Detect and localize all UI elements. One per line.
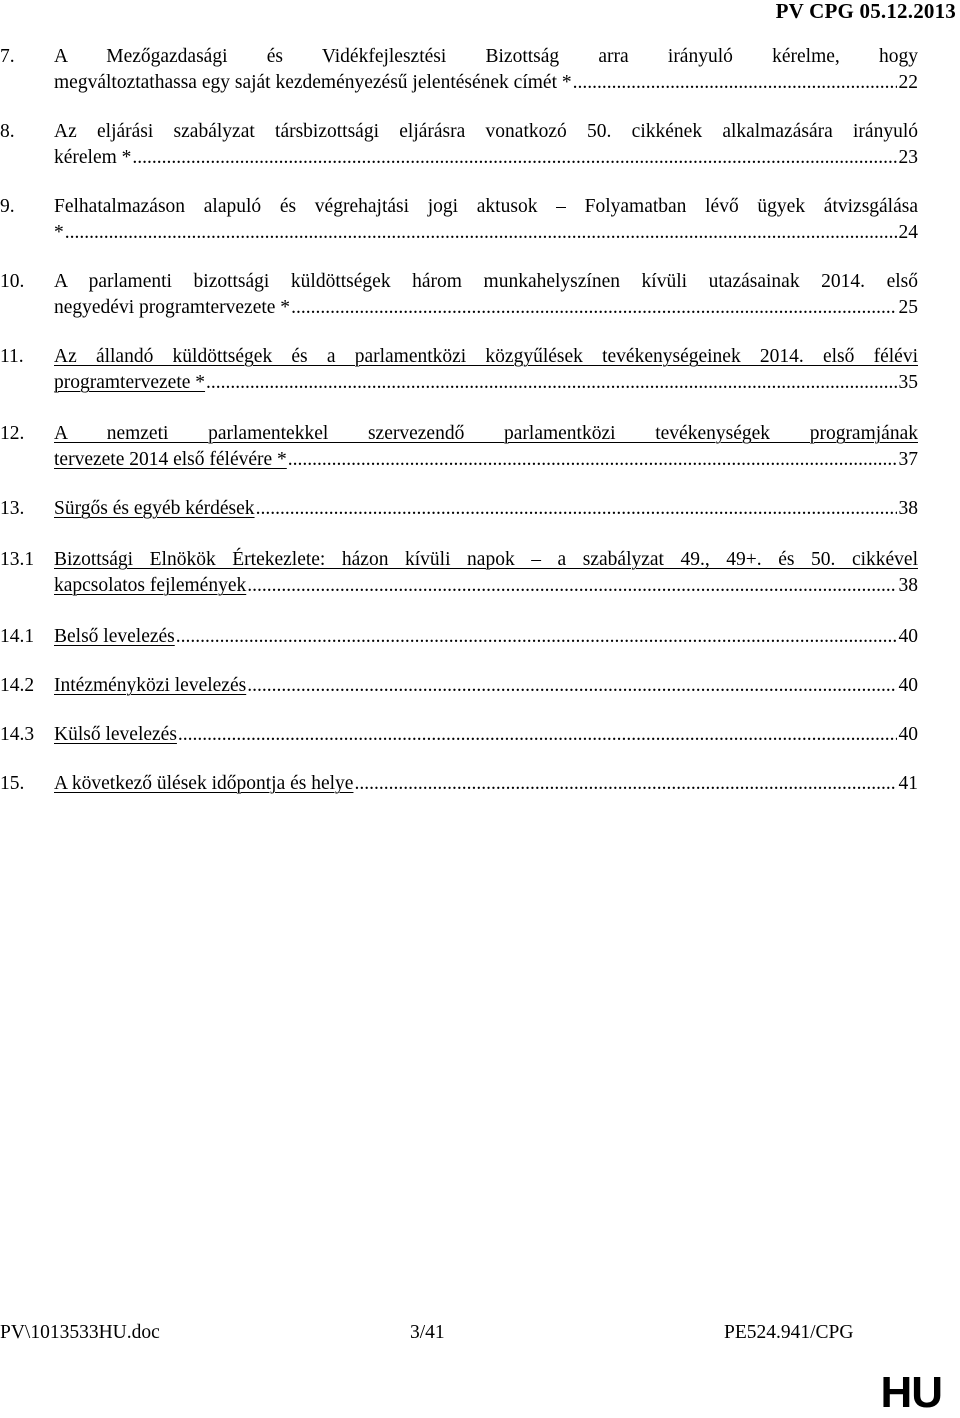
toc-entry-number: 15. bbox=[0, 773, 25, 794]
toc-entry-title: megváltoztathassa egy saját kezdeményezésű jelentésének címét * bbox=[54, 72, 572, 93]
toc-leader-dots bbox=[354, 771, 896, 797]
toc-entry[interactable] bbox=[0, 496, 918, 522]
toc-entry-number: 13.1 bbox=[0, 549, 35, 570]
toc-leader-dots bbox=[132, 145, 896, 171]
language-code: HU bbox=[880, 1368, 942, 1417]
toc-page-number: 40 bbox=[898, 626, 918, 647]
toc-entry-title: Külső levelezés bbox=[54, 724, 177, 745]
toc-entry-title-line: Felhatalmazáson alapuló és végrehajtási jogi aktusok – Folyamatban lévő ügyek átvizsgálása bbox=[54, 196, 918, 217]
toc-entry-title: tervezete 2014 első félévére * bbox=[54, 449, 287, 470]
toc-page-number: 40 bbox=[898, 675, 918, 696]
toc-entry[interactable] bbox=[0, 119, 918, 171]
toc-leader-dots bbox=[206, 370, 896, 396]
toc-leader-dots bbox=[291, 295, 896, 321]
toc-entry-number: 8. bbox=[0, 121, 15, 142]
toc-entry[interactable] bbox=[0, 44, 918, 96]
toc-entry-title-line: A parlamenti bizottsági küldöttségek három munkahelyszínen kívüli utazásainak 2014. első bbox=[54, 271, 918, 292]
toc-entry-number: 11. bbox=[0, 346, 24, 367]
toc-entry-title-line: Az állandó küldöttségek és a parlamentközi közgyűlések tevékenységeinek 2014. első félévi bbox=[54, 346, 918, 367]
toc-leader-dots bbox=[288, 447, 897, 473]
toc-entry[interactable] bbox=[0, 673, 918, 699]
toc-page-number: 38 bbox=[898, 575, 918, 596]
toc-entry-title: negyedévi programtervezete * bbox=[54, 297, 291, 318]
footer-page-count: 3/41 bbox=[410, 1322, 445, 1343]
toc-entry[interactable] bbox=[0, 722, 918, 748]
toc-entry-number: 10. bbox=[0, 271, 25, 292]
toc-leader-dots bbox=[247, 573, 896, 599]
toc-entry-title-line: Az eljárási szabályzat társbizottsági eljárásra vonatkozó 50. cikkének alkalmazására irányuló bbox=[54, 121, 918, 142]
toc-entry-title: Belső levelezés bbox=[54, 626, 175, 647]
toc-entry-title-line: A nemzeti parlamentekkel szervezendő parlamentközi tevékenységek programjának bbox=[54, 423, 918, 444]
toc-page-number: 37 bbox=[898, 449, 918, 470]
toc-entry-title: kapcsolatos fejlemények bbox=[54, 575, 247, 596]
toc-entry-number: 14.1 bbox=[0, 626, 35, 647]
toc-entry-title: kérelem * bbox=[54, 147, 132, 168]
toc-leader-dots bbox=[178, 722, 897, 748]
toc-entry[interactable] bbox=[0, 269, 918, 321]
toc-entry[interactable] bbox=[0, 771, 918, 797]
toc-page-number: 23 bbox=[898, 147, 918, 168]
toc-entry-title: Sürgős és egyéb kérdések bbox=[54, 498, 255, 519]
toc-leader-dots bbox=[65, 220, 897, 246]
toc-page-number: 24 bbox=[898, 222, 918, 243]
toc-entry-title-line: Bizottsági Elnökök Értekezlete: házon kívüli napok – a szabályzat 49., 49+. és 50. cikkével bbox=[54, 549, 918, 570]
toc-entry[interactable] bbox=[0, 194, 918, 246]
toc-entry-title: * bbox=[54, 222, 64, 243]
toc-leader-dots bbox=[176, 624, 897, 650]
toc-entry-number: 14.3 bbox=[0, 724, 35, 745]
toc-entry-title: Intézményközi levelezés bbox=[54, 675, 247, 696]
toc-entry-number: 13. bbox=[0, 498, 25, 519]
toc-leader-dots bbox=[247, 673, 896, 699]
toc-page-number: 38 bbox=[898, 498, 918, 519]
toc-entry-title: A következő ülések időpontja és helye bbox=[54, 773, 354, 794]
toc-entry-title: programtervezete * bbox=[54, 372, 206, 393]
toc-entry-number: 9. bbox=[0, 196, 15, 217]
toc-leader-dots bbox=[256, 496, 897, 522]
toc-entry[interactable] bbox=[0, 344, 918, 396]
toc-entry-number: 14.2 bbox=[0, 675, 35, 696]
toc-page-number: 25 bbox=[898, 297, 918, 318]
toc-entry-number: 12. bbox=[0, 423, 25, 444]
toc-entry-title-line: A Mezőgazdasági és Vidékfejlesztési Bizottság arra irányuló kérelme, hogy bbox=[54, 46, 918, 67]
toc-entry[interactable] bbox=[0, 421, 918, 473]
document-reference: PV CPG 05.12.2013 bbox=[775, 0, 956, 23]
toc-page-number: 41 bbox=[898, 773, 918, 794]
toc-entry[interactable] bbox=[0, 624, 918, 650]
toc-page-number: 22 bbox=[898, 72, 918, 93]
footer-filename: PV\1013533HU.doc bbox=[0, 1322, 160, 1343]
footer-pe-number: PE524.941/CPG bbox=[724, 1322, 854, 1343]
toc-page-number: 35 bbox=[898, 372, 918, 393]
toc-leader-dots bbox=[573, 70, 897, 96]
toc-page-number: 40 bbox=[898, 724, 918, 745]
toc-entry-number: 7. bbox=[0, 46, 15, 67]
toc-entry[interactable] bbox=[0, 547, 918, 599]
